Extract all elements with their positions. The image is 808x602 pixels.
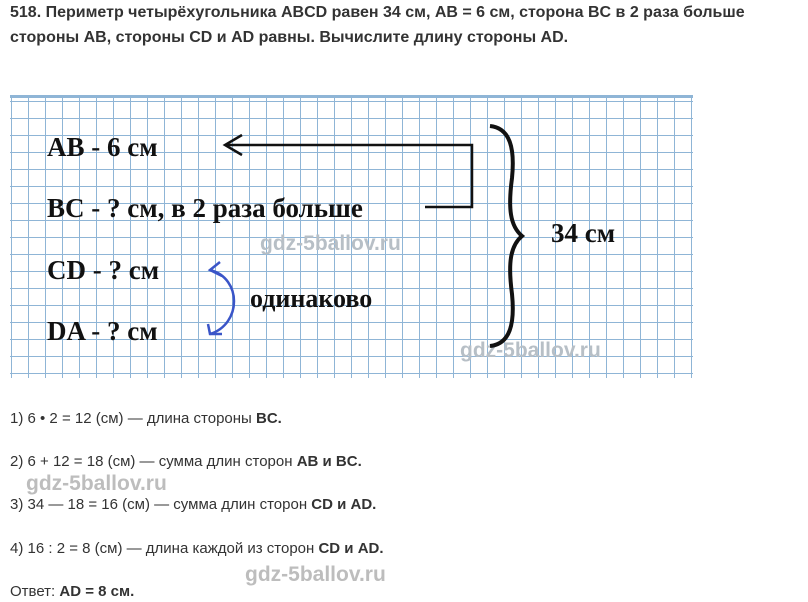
row-ab: AB - 6 см (47, 132, 158, 162)
problem-statement: 518. Периметр четырёхугольника ABCD равен 34 см, AB = 6 см, сторона BC в 2 раза больше стороны AB, стороны CD и AD равны. Вычислите длину стороны AD. (10, 4, 745, 46)
double-arrow-icon (208, 262, 234, 334)
row-bc: BC - ? см, в 2 раза больше (47, 193, 363, 223)
row-cd: CD - ? см (47, 255, 160, 285)
row-da: DA - ? см (47, 316, 158, 346)
watermark-text: gdz-5ballov.ru (460, 339, 601, 362)
diagram-lines (10, 98, 693, 378)
curly-brace-icon (490, 126, 522, 346)
solution-step-2: 2) 6 + 12 = 18 (см) — сумма длин сторон AB и BC. (10, 453, 362, 470)
total-label: 34 см (551, 218, 616, 248)
arrow-left-icon (225, 135, 472, 207)
watermark-text: gdz-5ballov.ru (26, 472, 167, 495)
grid-diagram (10, 95, 693, 378)
watermark-text: gdz-5ballov.ru (260, 232, 401, 255)
solution-step-3: 3) 34 — 18 = 16 (см) — сумма длин сторон CD и AD. (10, 496, 377, 513)
answer: Ответ: AD = 8 см. (10, 583, 135, 600)
solution-step-4: 4) 16 : 2 = 8 (см) — длина каждой из сторон CD и AD. (10, 540, 384, 557)
same-label: одинаково (250, 284, 373, 313)
solution-step-1: 1) 6 • 2 = 12 (см) — длина стороны BC. (10, 410, 282, 427)
watermark-text: gdz-5ballov.ru (245, 563, 386, 586)
